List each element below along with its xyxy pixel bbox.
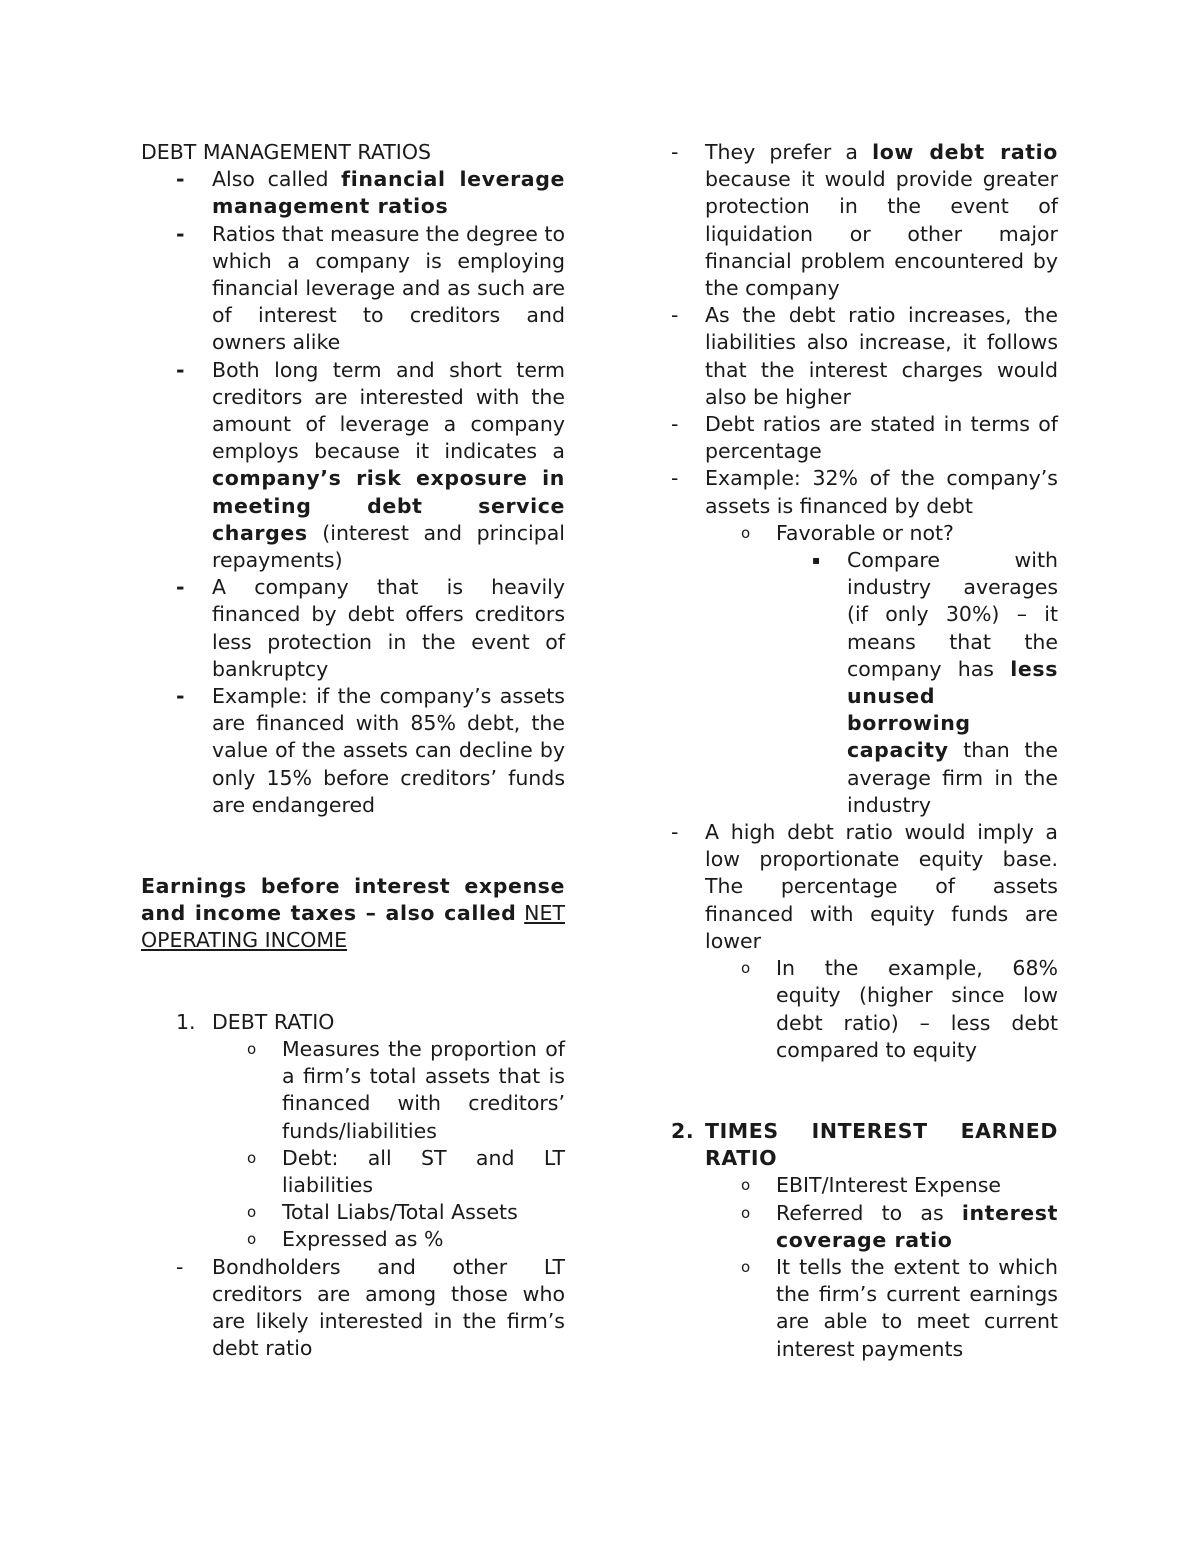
circle-marker: o — [741, 1203, 751, 1222]
list-item: - They prefer a low debt ratio because it would provide greater protection in the event of liquidation or other major financial problem encountered by the company — [671, 140, 1058, 301]
dash-marker: - — [176, 357, 185, 382]
list-item: - Also called financial leverage management ratios — [176, 167, 566, 219]
circle-marker: o — [741, 1257, 751, 1276]
debt-ratio-heading: 1. DEBT RATIO — [176, 1009, 335, 1034]
section-title: DEBT MANAGEMENT RATIOS — [141, 140, 431, 164]
dash-marker: - — [176, 575, 185, 600]
list-item: o Measures the proportion of a firm’s total assets that is financed with creditors’ funds/liabilities — [247, 1036, 565, 1143]
dash-marker: - — [176, 684, 185, 709]
list-item: o Total Liabs/Total Assets — [141, 1199, 565, 1226]
dash-marker: - — [671, 820, 679, 845]
list-item: - A company that is heavily financed by debt offers creditors less protection in the event of bankruptcy — [176, 575, 565, 681]
list-item: - As the debt ratio increases, the liabilities also increase, it follows that the interest charges would also be higher — [671, 303, 1058, 409]
list-item: - Example: if the company’s assets are financed with 85% debt, the value of the assets can decline by only 15% before creditors’ funds are endangered — [176, 684, 565, 817]
square-marker: ▪ — [812, 553, 821, 568]
dash-marker: - — [176, 167, 185, 192]
circle-marker: o — [247, 1203, 257, 1222]
list-item: o Referred to as interest coverage ratio — [741, 1200, 1058, 1252]
list-item: o Favorable or not? — [671, 520, 1058, 547]
right-column — [671, 139, 1058, 1363]
list-item: - A high debt ratio would imply a low proportionate equity base. The percentage of assets financed with equity funds are lower — [671, 820, 1058, 953]
list-item: o It tells the extent to which the firm’s current earnings are able to meet current interest payments — [741, 1254, 1058, 1361]
dash-marker: - — [176, 221, 185, 246]
list-item: - Example: 32% of the company’s assets is financed by debt — [671, 466, 1058, 518]
dash-marker: - — [176, 1254, 184, 1279]
net-operating-income-label: NET OPERATING INCOME — [141, 901, 565, 953]
dash-marker: - — [671, 466, 679, 491]
list-item: o Expressed as % — [141, 1226, 565, 1253]
dash-marker: - — [671, 303, 679, 328]
circle-marker: o — [741, 959, 751, 978]
list-item: - Ratios that measure the degree to which a company is employing financial leverage and as such are of interest to creditors and owners alike — [176, 221, 565, 355]
dash-marker: - — [671, 140, 679, 164]
circle-marker: o — [247, 1039, 257, 1058]
circle-marker: o — [247, 1230, 257, 1249]
list-item: - Bondholders and other LT creditors are among those who are likely interested in the firm’s debt ratio — [176, 1254, 565, 1361]
circle-marker: o — [247, 1148, 257, 1167]
list-item: o EBIT/Interest Expense — [671, 1172, 1058, 1199]
circle-marker: o — [741, 523, 751, 542]
ebit-definition: Earnings before interest expense and income taxes – also called NET OPERATING INCOME — [141, 874, 565, 953]
list-item: ▪ Compare with industry averages (if only 30%) – it means that the company has less unused borrowing capacity than the average firm in the industry — [812, 548, 1058, 817]
list-item: - Debt ratios are stated in terms of percentage — [671, 412, 1058, 464]
list-item: o In the example, 68% equity (higher since low debt ratio) – less debt compared to equity — [741, 956, 1058, 1062]
dash-marker: - — [671, 412, 679, 437]
left-column — [141, 139, 565, 1362]
circle-marker: o — [741, 1176, 751, 1195]
list-item: o Debt: all ST and LT liabilities — [247, 1145, 565, 1197]
list-item: - Both long term and short term creditors are interested with the amount of leverage a company employs because it indicates a company’s risk exposure in meeting debt service charges (interest and principal repayments) — [176, 357, 565, 573]
tie-ratio-heading: 2. TIMES INTEREST EARNED RATIO — [671, 1118, 1058, 1171]
